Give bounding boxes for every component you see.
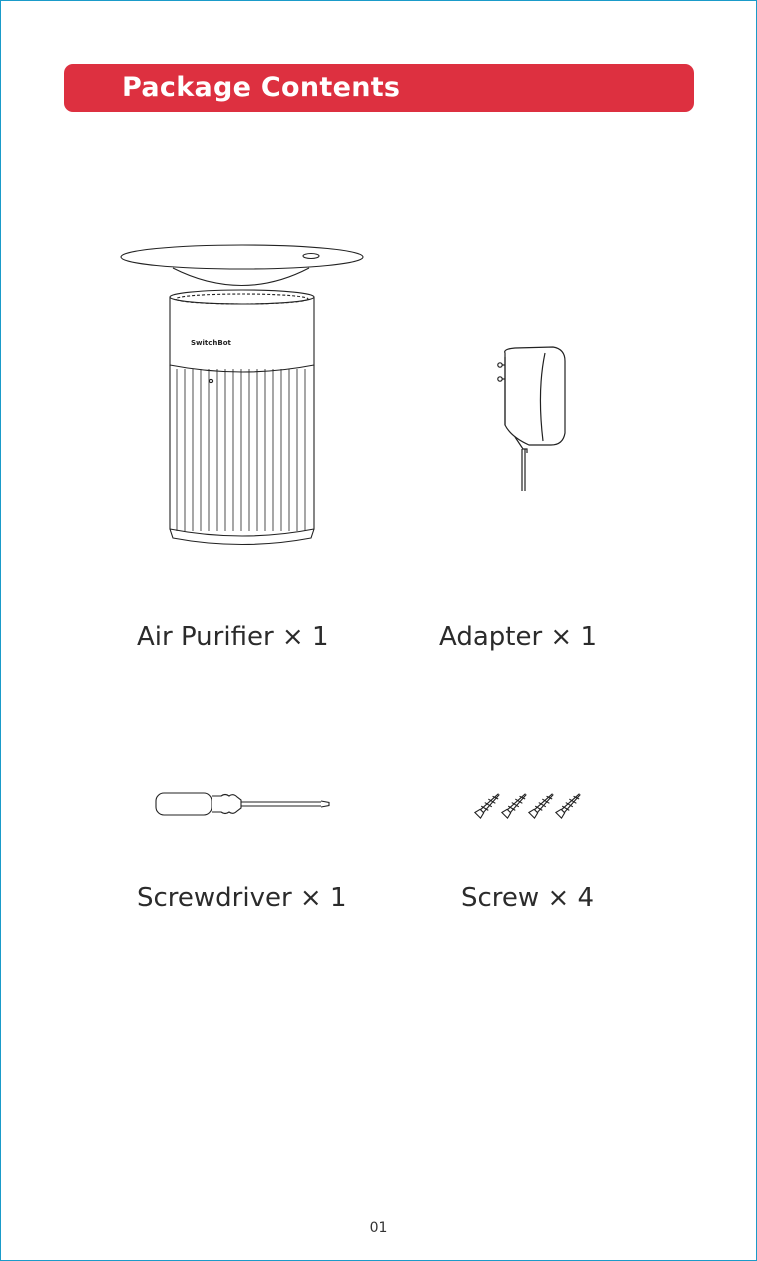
screw-label: Screw × 4 bbox=[461, 883, 595, 913]
page-number: 01 bbox=[369, 1220, 388, 1236]
air-purifier-illustration bbox=[111, 233, 373, 555]
adapter-label: Adapter × 1 bbox=[439, 622, 598, 652]
screws-illustration bbox=[471, 787, 591, 823]
screwdriver-illustration bbox=[151, 787, 335, 821]
adapter-illustration bbox=[485, 341, 575, 493]
section-header-bar bbox=[64, 64, 694, 112]
purifier-brand-text: SwitchBot bbox=[191, 339, 231, 347]
air-purifier-label: Air Purifier × 1 bbox=[137, 622, 329, 652]
screwdriver-label: Screwdriver × 1 bbox=[137, 883, 347, 913]
section-title: Package Contents bbox=[122, 72, 401, 103]
